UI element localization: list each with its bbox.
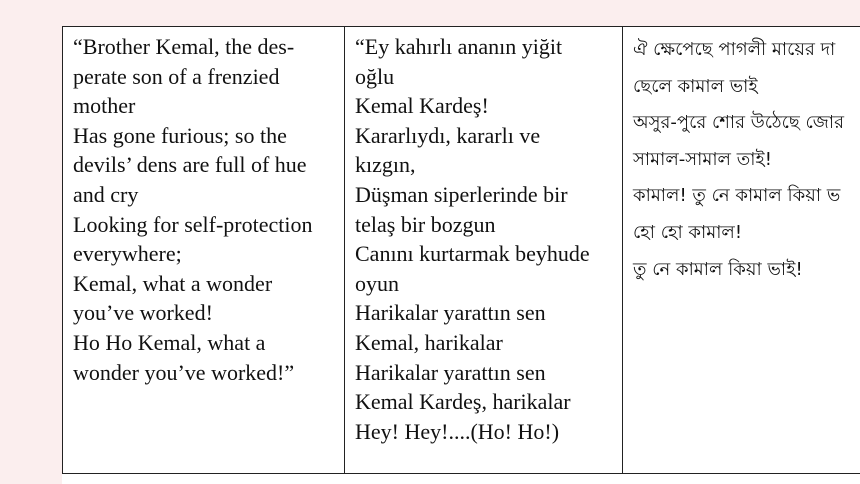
english-line: Ho Ho Kemal, what a bbox=[73, 329, 266, 355]
bengali-line: কামাল! তু নে কামাল কিয়া ভ bbox=[633, 185, 841, 207]
turkish-line: oğlu bbox=[355, 63, 395, 89]
turkish-line: Kemal, harikalar bbox=[355, 329, 503, 355]
turkish-line: Kemal Kardeş, harikalar bbox=[355, 389, 571, 415]
turkish-line: Harikalar yarattın sen bbox=[355, 359, 546, 385]
english-line: “Brother Kemal, the des- bbox=[73, 34, 295, 59]
bengali-line: তু নে কামাল কিয়া ভাই! bbox=[633, 258, 803, 280]
english-line: perate son of a frenzied bbox=[73, 63, 280, 89]
turkish-line: Harikalar yarattın sen bbox=[355, 300, 546, 326]
turkish-line: Düşman siperlerinde bir bbox=[355, 181, 568, 207]
english-line: everywhere; bbox=[73, 241, 182, 267]
turkish-line: Canını kurtarmak beyhude bbox=[355, 241, 590, 267]
english-line: and cry bbox=[73, 181, 139, 207]
poem-translation-table bbox=[62, 26, 860, 474]
turkish-line: telaş bir bozgun bbox=[355, 211, 496, 237]
bengali-line: সামাল-সামাল তাই! bbox=[633, 148, 772, 170]
english-line: Has gone furious; so the bbox=[73, 122, 287, 148]
turkish-line: “Ey kahırlı ananın yiğit bbox=[355, 34, 563, 59]
turkish-line: Hey! Hey!....(Ho! Ho!) bbox=[355, 418, 560, 444]
bengali-column bbox=[623, 27, 860, 474]
english-column bbox=[63, 27, 345, 474]
table-row bbox=[63, 27, 860, 474]
turkish-column bbox=[345, 27, 623, 474]
turkish-line: oyun bbox=[355, 270, 399, 296]
english-line: devils’ dens are full of hue bbox=[73, 152, 307, 178]
english-line: Looking for self-protection bbox=[73, 211, 313, 237]
turkish-line: Kemal Kardeş! bbox=[355, 93, 489, 119]
bengali-line: ছেলে কামাল ভাই bbox=[633, 75, 758, 97]
english-line: mother bbox=[73, 93, 136, 119]
bengali-line: অসুর-পুরে শোর উঠেছে জোর bbox=[633, 112, 845, 134]
english-line: wonder you’ve worked!” bbox=[73, 359, 295, 385]
bengali-line: হো হো কামাল! bbox=[633, 221, 743, 243]
english-line: you’ve worked! bbox=[73, 300, 213, 326]
turkish-line: kızgın, bbox=[355, 152, 416, 178]
english-line: Kemal, what a wonder bbox=[73, 270, 273, 296]
bengali-line: ঐ ক্ষেপেছে পাগলী মায়ের দা bbox=[633, 39, 836, 60]
turkish-line: Kararlıydı, kararlı ve bbox=[355, 122, 541, 148]
